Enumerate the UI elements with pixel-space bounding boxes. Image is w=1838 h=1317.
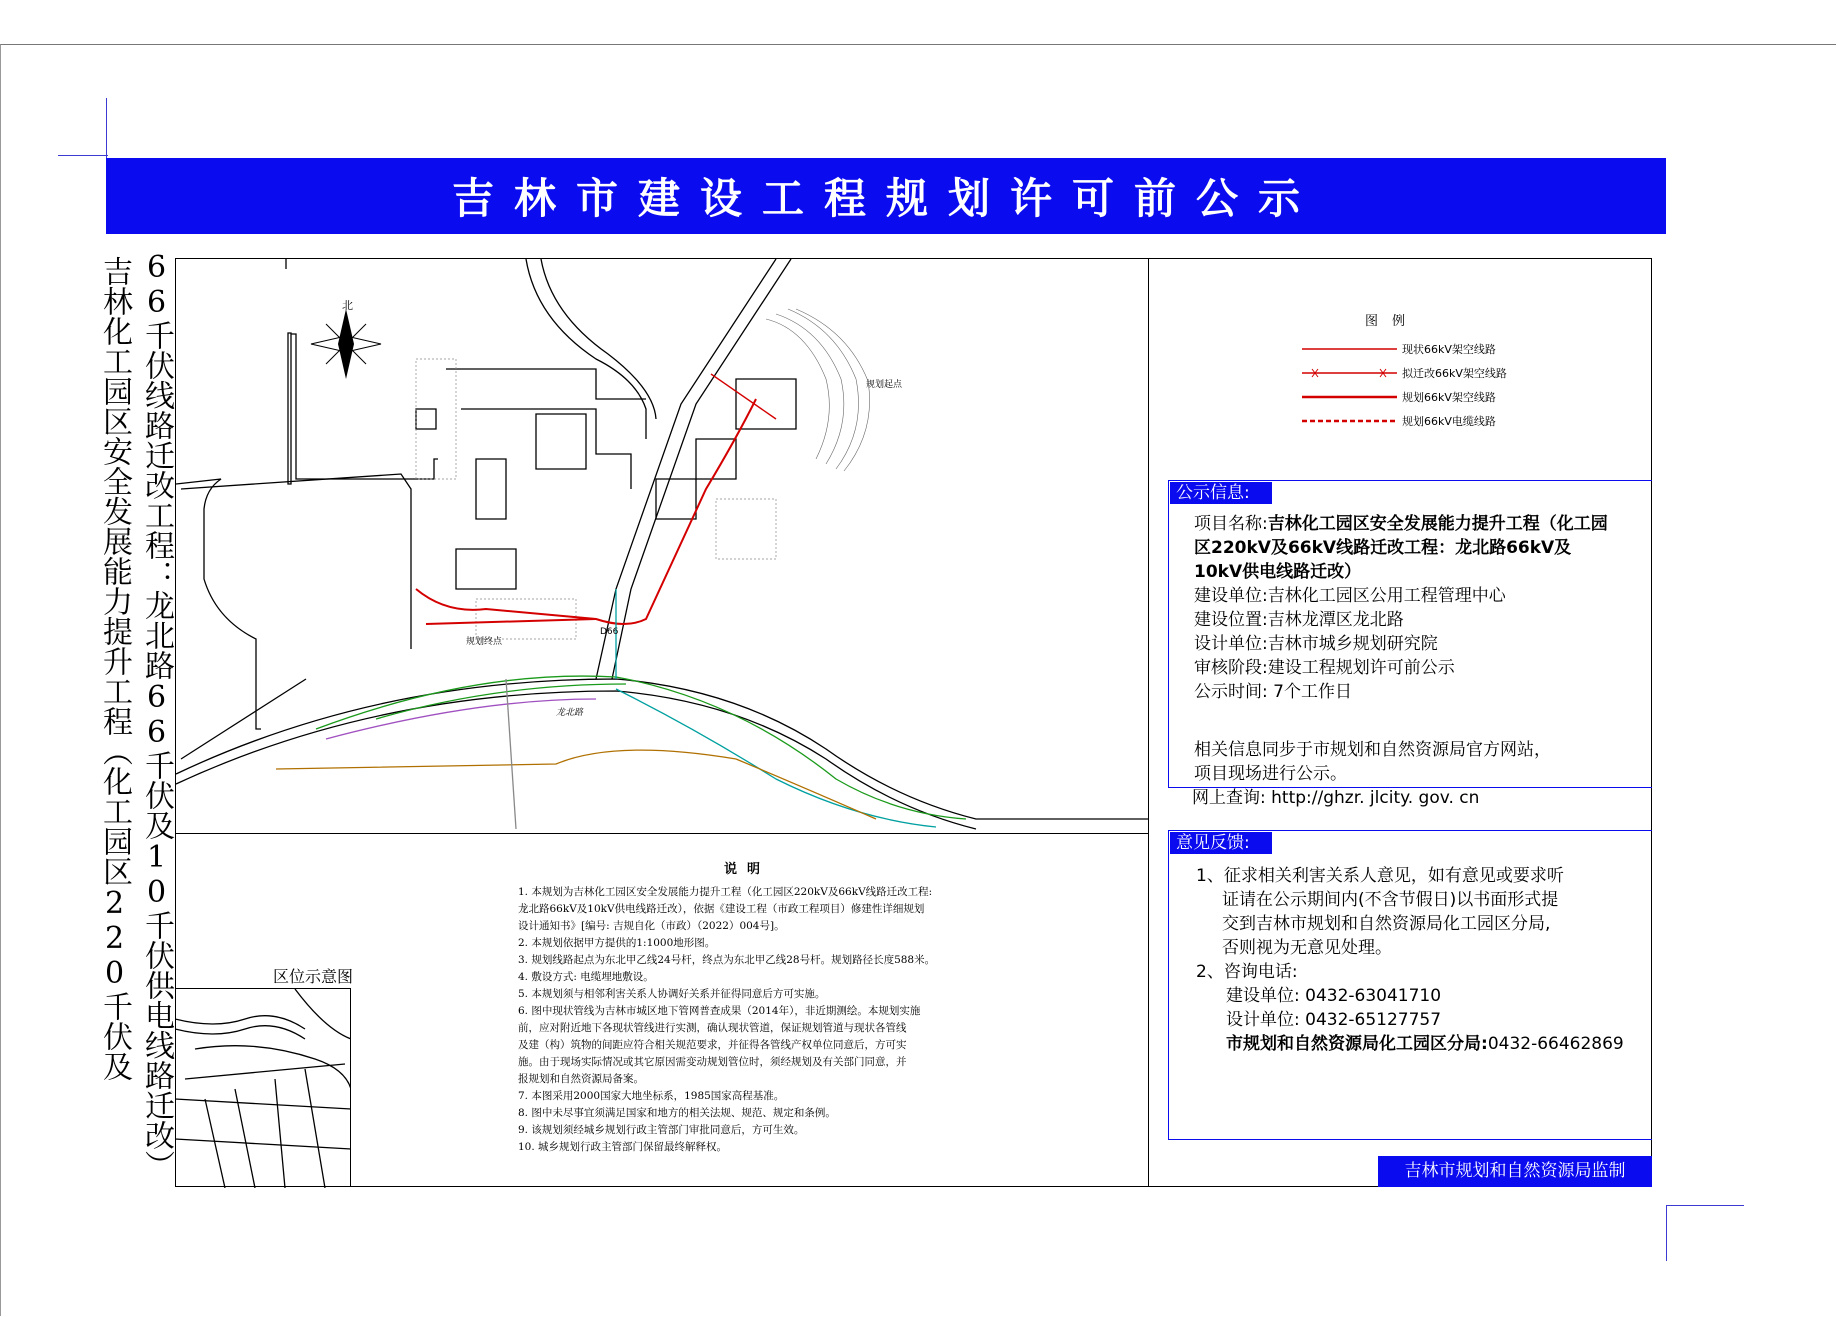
legend-line-icon <box>1302 340 1397 358</box>
notes-item: 10. 城乡规划行政主管部门保留最终解释权。 <box>518 1141 728 1153</box>
notes-title: 说明 <box>724 862 771 877</box>
project-name: 吉林化工园区安全发展能力提升工程（化工园区220kV及66kV线路迁改工程：龙北路66kV及10kV供电线路迁改） <box>1194 514 1608 582</box>
plan-map-drawing <box>176 259 1149 834</box>
legend-item-label: 现状66kV架空线路 <box>1402 343 1496 356</box>
sync-line-1: 相关信息同步于市规划和自然资源局官方网站， <box>1194 740 1551 760</box>
builder: 建设单位:吉林化工园区公用工程管理中心 <box>1194 586 1506 606</box>
notes-item: 6. 图中现状管线为吉林市城区地下管网普查成果（2014年），非近期测绘。本规划实施 <box>518 1005 921 1017</box>
location-map-title: 区位示意图 <box>273 967 354 986</box>
legend-item-planned-cable <box>1302 412 1642 430</box>
crop-mark-top-left-h <box>58 155 108 156</box>
legend-item-existing-overhead <box>1302 340 1642 358</box>
notes-item: 8. 图中未尽事宜须满足国家和地方的相关法规、规范、规定和条例。 <box>518 1107 836 1119</box>
crop-mark-top-left-v <box>106 98 107 158</box>
notes-item: 龙北路66kV及10kV供电线路迁改），依据《建设工程（市政工程项目）修建性详细规划 <box>518 903 925 915</box>
north-label: 北 <box>342 299 353 312</box>
sync-line-2: 项目现场进行公示。 <box>1194 764 1347 784</box>
location: 建设位置:吉林龙潭区龙北路 <box>1194 610 1404 630</box>
crop-mark-bottom-right-h <box>1666 1205 1744 1206</box>
legend-item-label: 规划66kV架空线路 <box>1402 391 1496 404</box>
notes-item: 前，应对附近地下各现状管线进行实测，确认现状管道，保证规划管道与现状各管线 <box>518 1022 907 1034</box>
project-name-label: 项目名称: <box>1194 514 1268 534</box>
notes-item: 3. 规划线路起点为东北甲乙线24号杆，终点为东北甲乙线28号杆。规划路径长度588米。 <box>518 954 936 966</box>
location-map <box>175 988 351 1187</box>
stage: 审核阶段:建设工程规划许可前公示 <box>1194 658 1455 678</box>
phone-builder: 建设单位: 0432-63041710 <box>1226 986 1442 1006</box>
legend-line-icon <box>1302 412 1397 430</box>
notes-item: 4. 敷设方式: 电缆埋地敷设。 <box>518 971 654 983</box>
feedback-item: 否则视为无意见处理。 <box>1222 938 1392 958</box>
feedback-item: 证请在公示期间内(不含节假日)以书面形式提 <box>1222 890 1559 910</box>
feedback-text <box>1196 864 1636 1056</box>
page-title-banner <box>106 158 1666 234</box>
notes-item: 及建（构）筑物的间距应符合相关规范要求，并征得各管线产权单位同意后，方可实 <box>518 1039 907 1051</box>
line-tag: D66 <box>600 627 619 637</box>
notes-item: 5. 本规划须与相邻利害关系人协调好关系并征得同意后方可实施。 <box>518 988 826 1000</box>
period: 公示时间: 7个工作日 <box>1194 682 1352 702</box>
web-query-link[interactable]: 网上查询: http://ghzr. jlcity. gov. cn <box>1192 788 1480 808</box>
legend-item-planned-overhead <box>1302 388 1642 406</box>
side-title-col-right: 66千伏线路迁改工程：龙北路66千伏及10千伏供电线路迁改） <box>139 250 174 1180</box>
plan-map <box>175 258 1149 834</box>
legend-item-label: 拟迁改66kV架空线路 <box>1402 367 1507 380</box>
notes-item: 9. 该规划须经城乡规划行政主管部门审批同意后，方可生效。 <box>518 1124 805 1136</box>
feedback-item: 2、咨询电话: <box>1196 962 1298 982</box>
side-title-col-left: 吉林化工园区安全发展能力提升工程（化工园区220千伏及 <box>97 256 132 1081</box>
end-point-label: 规划终点 <box>466 637 503 647</box>
location-map-drawing <box>175 989 351 1188</box>
notes-item: 1. 本规划为吉林化工园区安全发展能力提升工程（化工园区220kV及66kV线路迁改工程: <box>518 886 933 898</box>
supervisor-footer <box>1378 1156 1652 1187</box>
designer: 设计单位:吉林市城乡规划研究院 <box>1194 634 1438 654</box>
north-arrow <box>311 309 381 379</box>
phone-bureau: 0432-66462869 <box>1487 1034 1624 1054</box>
notes-list <box>518 884 1018 1156</box>
notes-item: 7. 本图采用2000国家大地坐标系，1985国家高程基准。 <box>518 1090 785 1102</box>
crop-mark-bottom-right-v <box>1666 1205 1667 1261</box>
feedback-header: 意见反馈: <box>1170 832 1272 854</box>
legend-item-relocate-overhead <box>1302 364 1642 382</box>
road-label: 龙北路 <box>556 708 584 718</box>
feedback-item: 1、征求相关利害关系人意见，如有意见或要求听 <box>1196 866 1564 886</box>
info-text <box>1194 512 1614 810</box>
legend-title: 图例 <box>1365 314 1420 329</box>
supervisor-label: 吉林市规划和自然资源局监制 <box>1404 1161 1626 1181</box>
notes-item: 施。由于现场实际情况或其它原因需变动规划管位时，须经规划及有关部门同意，并 <box>518 1056 907 1068</box>
phone-designer: 设计单位: 0432-65127757 <box>1226 1010 1442 1030</box>
page-title: 吉林市建设工程规划许可前公示 <box>451 174 1320 223</box>
legend-line-icon <box>1302 364 1397 382</box>
legend-item-label: 规划66kV电缆线路 <box>1402 415 1496 428</box>
start-point-label: 规划起点 <box>866 380 903 390</box>
legend-line-icon <box>1302 388 1397 406</box>
notes-item: 报规划和自然资源局备案。 <box>518 1073 644 1085</box>
info-header: 公示信息: <box>1170 482 1272 504</box>
feedback-item: 交到吉林市规划和自然资源局化工园区分局, <box>1222 914 1551 934</box>
notes-item: 2. 本规划依据甲方提供的1:1000地形图。 <box>518 937 716 949</box>
notes-item: 设计通知书》[编号: 吉规自化（市政）（2022）004号]。 <box>518 920 785 932</box>
phone-bureau-label: 市规划和自然资源局化工园区分局: <box>1226 1034 1488 1054</box>
